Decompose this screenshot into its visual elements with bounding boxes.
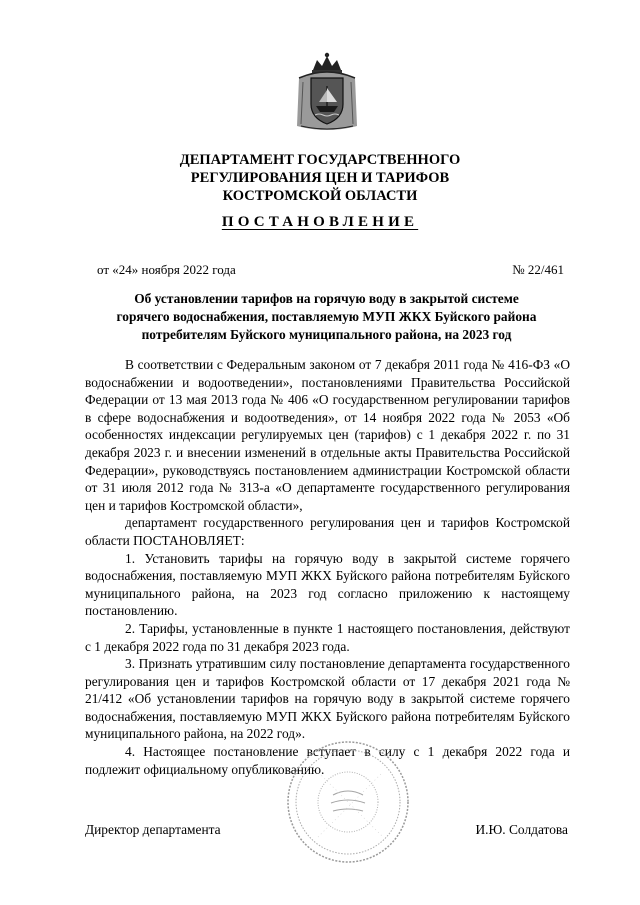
- document-date: от «24» ноября 2022 года: [97, 262, 236, 277]
- resolution-paragraph: департамент государственного регулирования цен и тарифов Костромской области ПОСТАНОВЛЯЕТ:: [85, 515, 570, 548]
- department-line-1: ДЕПАРТАМЕНТ ГОСУДАРСТВЕННОГО: [179, 152, 461, 168]
- department-line-2: РЕГУЛИРОВАНИЯ ЦЕН И ТАРИФОВ: [190, 170, 450, 186]
- item-3-paragraph: 3. Признать утратившим силу постановление департамента государственного регулирования цен и тарифов Костромской области от 17 декабря 2021 года № 21/412 «Об установлении тарифов на горячую воду в закрытой системе горячего водоснабжения, поставляемую МУП ЖКХ Буйского района потребителям Буйского муниципального района, на 2022 год».: [85, 656, 570, 742]
- official-seal-icon: [283, 737, 413, 867]
- item-4-paragraph: 4. Настоящее постановление вступает в силу с 1 декабря 2022 года и подлежит официальному опубликованию.: [85, 744, 570, 777]
- document-number: № 22/461: [512, 262, 564, 277]
- preamble-paragraph: В соответствии с Федеральным законом от 7 декабря 2011 года № 416-ФЗ «О водоснабжении и водоотведении», постановлениями Правительства Российской Федерации от 13 мая 2013 года № 406 «О государственном регулировании тарифов в сфере водоснабжения и водоотведения», от 14 ноября 2022 года № 2053 «Об особенностях индексации регулируемых цен (тарифов) с 1 декабря 2022 г. по 31 декабря 2023 г. и внесении изменений в отдельные акты Правительства Российской Федерации», руководствуясь постановлением администрации Костромской области от 31 июля 2012 года № 313-а «О департаменте государственного регулирования цен и тарифов Костромской области»,: [85, 357, 570, 513]
- document-type: [0, 214, 640, 231]
- signer-name: И.Ю. Солдатова: [475, 822, 568, 837]
- item-2-paragraph: 2. Тарифы, установленные в пункте 1 настоящего постановления, действуют с 1 декабря 2022 года по 31 декабря 2023 года.: [85, 620, 570, 654]
- document-body: [85, 356, 570, 778]
- signer-role: Директор департамента: [85, 822, 221, 837]
- title-line-2: горячего водоснабжения, поставляемую МУП ЖКХ Буйского района: [116, 309, 537, 324]
- title-line-3: потребителям Буйского муниципального района, на 2023 год: [141, 327, 512, 342]
- coat-of-arms-icon: [291, 52, 363, 134]
- document-title: [84, 290, 569, 344]
- department-line-3: КОСТРОМСКОЙ ОБЛАСТИ: [222, 188, 418, 204]
- document-type-label: ПОСТАНОВЛЕНИЕ: [221, 214, 419, 230]
- item-1-paragraph: 1. Установить тарифы на горячую воду в закрытой системе горячего водоснабжения, поставляемую МУП ЖКХ Буйского района потребителям Буйского муниципального района, на 2023 год согласно приложению к настоящему постановлению.: [85, 550, 570, 619]
- title-line-1: Об установлении тарифов на горячую воду в закрытой системе: [134, 291, 519, 306]
- department-heading: [0, 151, 640, 205]
